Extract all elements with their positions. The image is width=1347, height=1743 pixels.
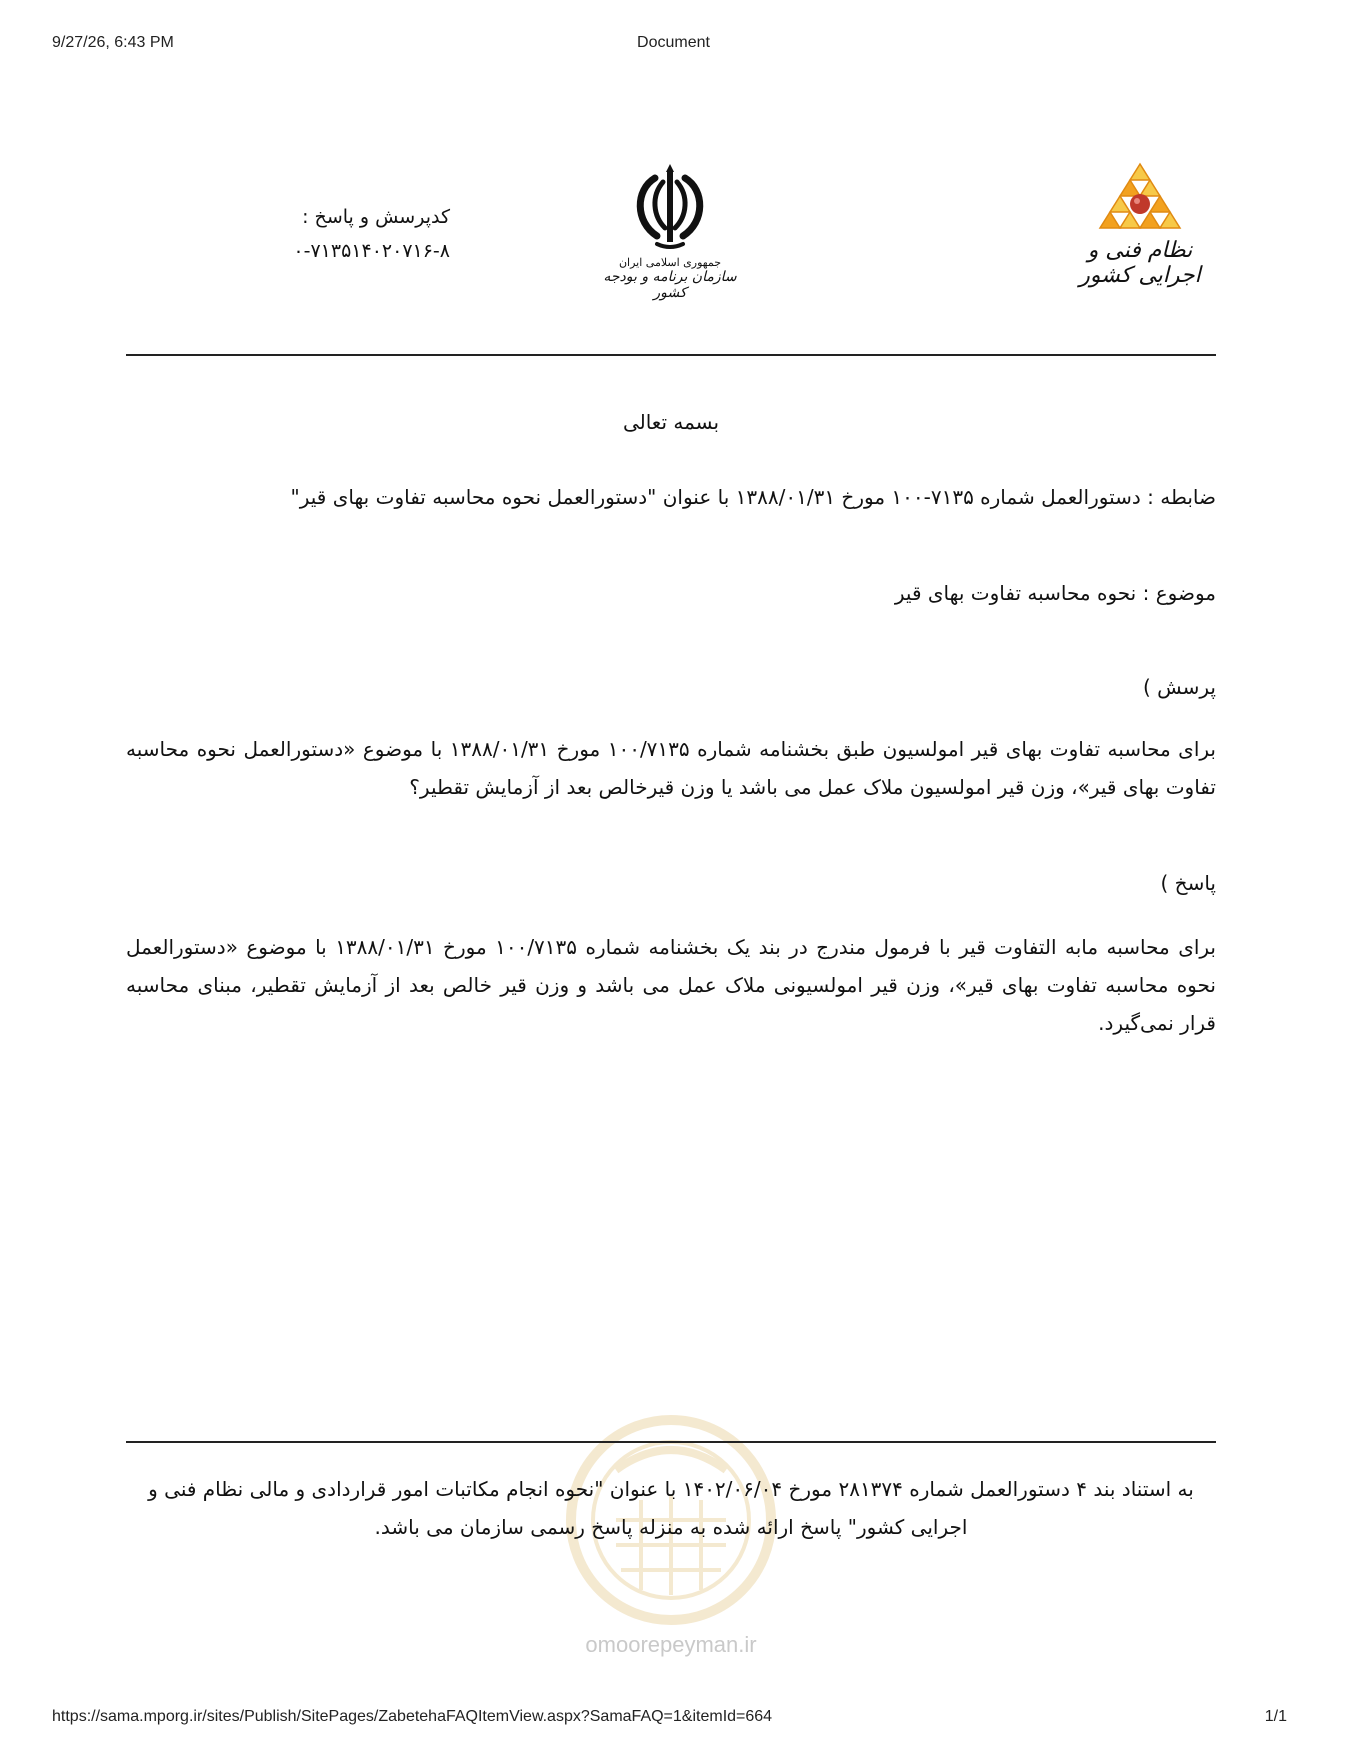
official-response-note: به استناد بند ۴ دستورالعمل شماره ۲۸۱۳۷۴ مورخ ۱۴۰۲/۰۶/۰۴ با عنوان "نحوه انجام مکاتبات امور قراردادی و مالی نظام فنی و اجرایی کشور" پاسخ ارائه شده به منزله پاسخ رسمی سازمان می باشد.: [148, 1477, 1194, 1539]
question-heading: پرسش ): [1142, 675, 1216, 699]
watermark-site: omoorepeyman.ir: [585, 1632, 757, 1657]
print-doc-title: Document: [637, 34, 710, 51]
header-divider: [126, 354, 1216, 356]
subject-line: موضوع : نحوه محاسبه تفاوت بهای قیر: [894, 581, 1216, 605]
nezam-fanni-logo-icon: [1090, 160, 1190, 236]
regulation-line: ضابطه : دستورالعمل شماره ۷۱۳۵-۱۰۰ مورخ ۱۳۸۸/۰۱/۳۱ با عنوان "دستورالعمل نحوه محاسبه تفاوت بهای قیر": [290, 485, 1216, 509]
emblem-caption-1: جمهوری اسلامی ایران: [618, 256, 722, 269]
print-datetime: 9/27/26, 6:43 PM: [52, 34, 174, 51]
emblem-caption-2: سازمان برنامه و بودجه کشور: [603, 269, 737, 301]
print-footer: [0, 1708, 1347, 1732]
faq-code-label: کدپرسش و پاسخ :: [302, 206, 450, 228]
question-text: برای محاسبه تفاوت بهای قیر امولسیون طبق بخشنامه شماره ۱۰۰/۷۱۳۵ مورخ ۱۳۸۸/۰۱/۳۱ با موضوع «دستورالعمل نحوه محاسبه تفاوت بهای قیر»، وزن قیر امولسیون ملاک عمل می باشد یا وزن قیرخالص بعد از آزمایش تقطیر؟: [126, 737, 1216, 799]
answer-heading: پاسخ ): [1160, 871, 1216, 895]
page-url-link[interactable]: https://sama.mporg.ir/sites/Publish/SitePages/ZabetehaFAQItemView.aspx?SamaFAQ=1&itemId=664: [52, 1708, 773, 1725]
org-logo-block: [1060, 160, 1220, 310]
page-number: 1/1: [1264, 1708, 1287, 1725]
iran-emblem-icon: [627, 160, 713, 252]
print-header: [0, 34, 1347, 58]
org-name: نظام فنی و اجرایی کشور: [1079, 238, 1201, 288]
footer-divider: [126, 1441, 1216, 1443]
answer-text: برای محاسبه مابه التفاوت قیر با فرمول مندرج در بند یک بخشنامه شماره ۱۰۰/۷۱۳۵ مورخ ۱۳۸۸/۰۱/۳۱ با موضوع «دستورالعمل نحوه محاسبه تفاوت بهای قیر»، وزن قیر امولسیونی ملاک عمل می باشد و وزن قیر خالص بعد از آزمایش تقطیر، مبنای محاسبه قرار نمی‌گیرد.: [126, 935, 1217, 1035]
emblem-block: [600, 160, 740, 310]
faq-code-value: ۰-۷۱۳۵۱۴۰۲۰۷۱۶-۸: [293, 240, 450, 262]
basmala: بسمه تعالی: [622, 410, 720, 434]
faq-code-block: [240, 200, 450, 268]
